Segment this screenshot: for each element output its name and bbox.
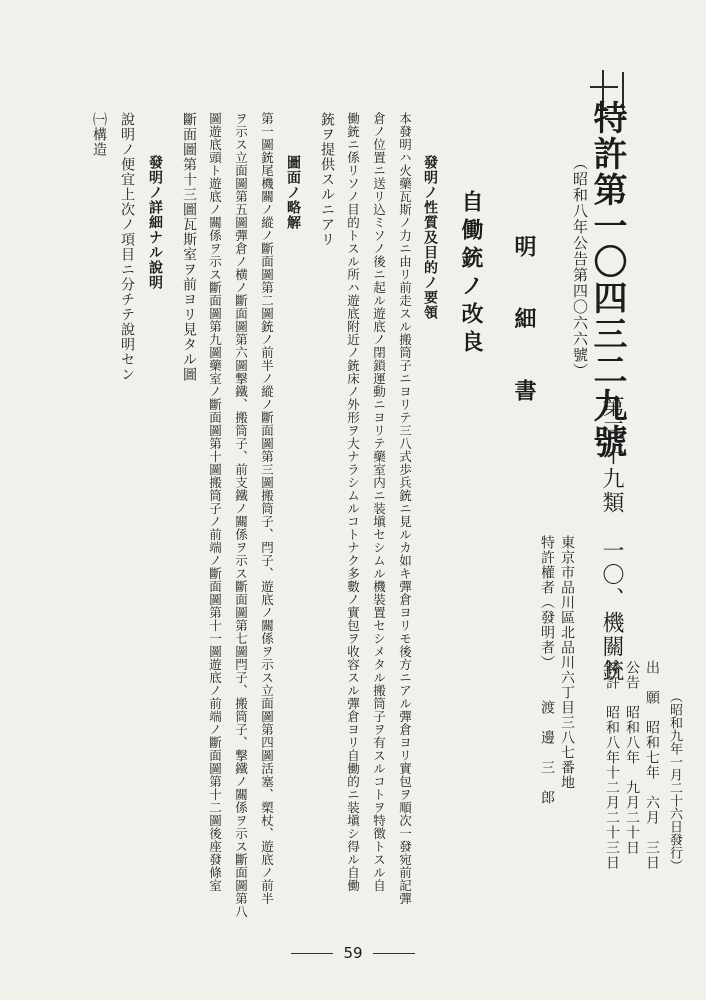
classification: 第三十九類 一〇、機關銃 xyxy=(599,395,624,683)
footer-dash xyxy=(373,953,415,954)
specification-title: 明 細 書 xyxy=(511,235,537,415)
drawing-heading: 圖面ノ略解 xyxy=(285,155,301,230)
patentee-name: 渡 邊 三 郎 xyxy=(539,700,555,805)
drawing-line: 第一圖銃尾機關ノ縱ノ斷面圖第二圖銃ノ前半ノ縱ノ斷面圖第三圖搬筒子、閂子、遊底ノ關係ヲ示ス立面圖第四圖活塞、槊杖、遊底ノ前半 xyxy=(259,112,275,905)
page-footer xyxy=(0,944,706,962)
invention-name: 自働銃ノ改良 xyxy=(458,190,484,358)
purpose-line: 働銃ニ係リソノ目的トスル所ハ遊底附近ノ銃床ノ外形ヲ大ナラシムルコトナク多數ノ實包ヲ收容スル彈倉ヨリ自働的ニ装塡シ得ル自働 xyxy=(345,112,361,892)
page-number: 59 xyxy=(343,944,363,962)
drawing-line: 斷面圖第十三圖瓦斯室ヲ前ヨリ見タル圖 xyxy=(181,112,197,382)
corner-mark xyxy=(590,86,618,88)
gazette-note: （昭和八年公告第四〇六六號） xyxy=(571,155,589,379)
footer-dash xyxy=(291,953,333,954)
drawing-line: 圖遊底頭ト遊底ノ關係ヲ示ス斷面圖第九圖藥室ノ斷面圖第十圖搬筒子ノ前端ノ斷面圖第十一圖遊底ノ前端ノ斷面圖第十二圖後座發條室 xyxy=(207,112,223,892)
detail-line: 說明ノ便宜上次ノ項目ニ分チテ說明セン xyxy=(119,112,135,382)
drawing-line: ヲ示ス立面圖第五圖彈倉ノ横ノ斷面圖第六圖撃鐵、搬筒子、前支鐵ノ關係ヲ示ス斷面圖第七圖閂子、搬筒子、撃鐵ノ關係ヲ示ス斷面圖第八 xyxy=(233,112,249,918)
purpose-line: 倉ノ位置ニ送リ込ミソノ後ニ起ル遊底ノ閉鎖運動ニヨリテ藥室内ニ装塡セシムル機裝置セシメタル搬筒子ヲ有スルコトヲ特徴トスル自 xyxy=(371,112,387,892)
detail-line: ㈠構造 xyxy=(91,112,107,157)
issue-note: （昭和九年一月二十六日發行） xyxy=(667,690,682,872)
purpose-heading: 發明ノ性質及目的ノ要領 xyxy=(422,155,438,320)
publication-date: 公告 昭和八年 九月二十日 xyxy=(624,660,640,855)
purpose-line: 本發明ハ火藥瓦斯ノ力ニ由リ前走スル搬筒子ニヨリテ三八式歩兵銃ニ見ルカ如キ彈倉ヨリモ後方ニアル彈倉ヨリ實包ヲ順次一發宛前記彈 xyxy=(397,112,413,905)
application-date: 出 願 昭和七年 六月 三日 xyxy=(644,660,660,870)
patent-date: 特許 昭和八年十二月二十三日 xyxy=(604,660,620,870)
detail-heading: 發明ノ詳細ナル說明 xyxy=(147,155,163,290)
patentee-address: 東京市品川區北品川六丁目三八七番地 xyxy=(559,535,575,790)
purpose-line: 銃ヲ提供スルニアリ xyxy=(319,112,335,247)
patentee-label: 特許權者（發明者） xyxy=(539,535,555,670)
patent-title: 特許第一〇四三二九號 xyxy=(587,100,627,460)
